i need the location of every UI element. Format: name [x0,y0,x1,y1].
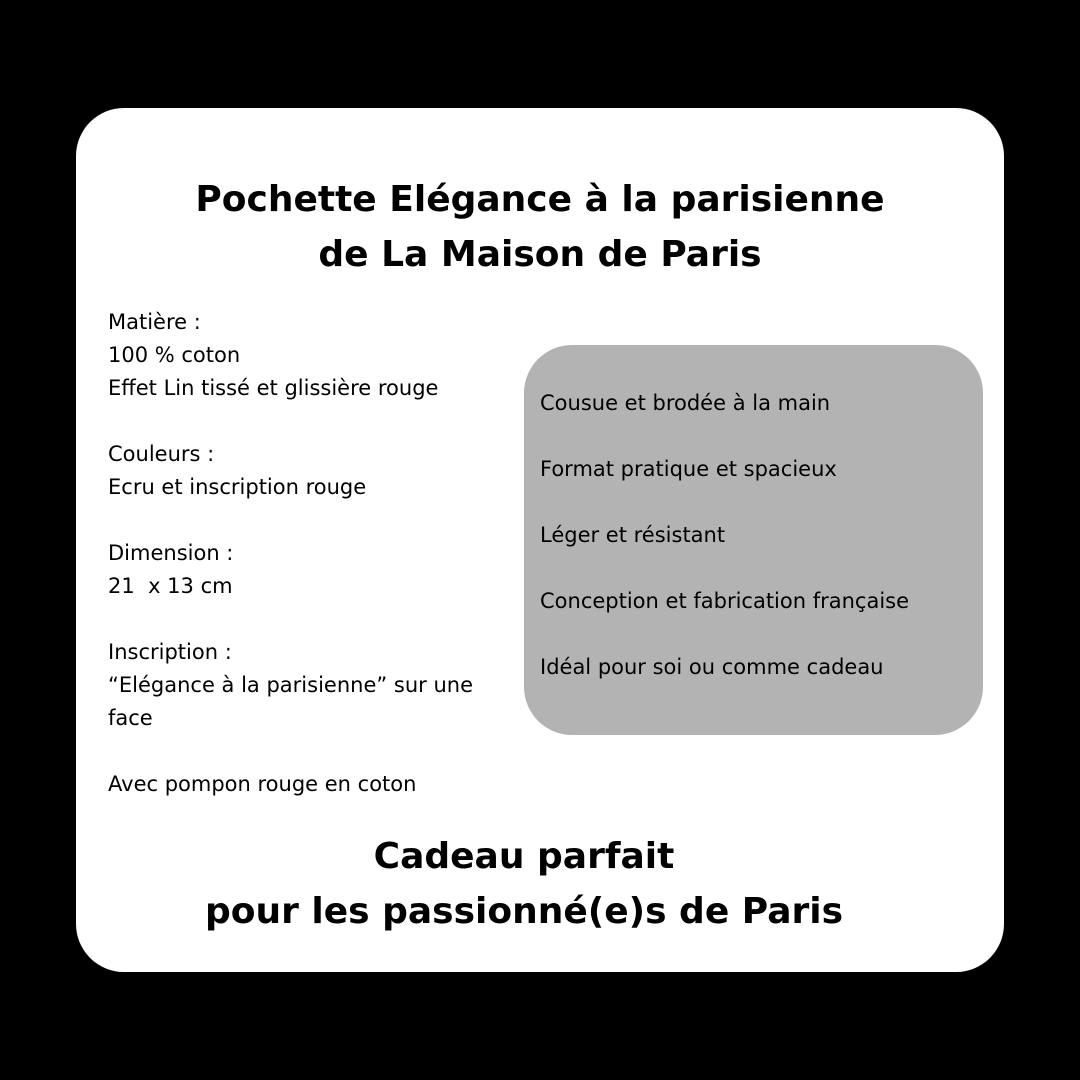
spec-matiere-label: Matière : [108,310,201,334]
footer-line-2: pour les passionné(e)s de Paris [204,891,844,932]
spec-inscription-label: Inscription : [108,640,232,664]
title-line-2: de La Maison de Paris [318,234,762,275]
spec-couleurs-value: Ecru et inscription rouge [108,475,367,499]
spec-dimension [108,537,508,603]
spec-pompon-value: Avec pompon rouge en coton [108,772,417,796]
feature-item: Conception et fabrication française [540,589,910,613]
spec-inscription-value: “Elégance à la parisienne” sur une face [108,673,474,730]
spec-matiere-value-1: 100 % coton [108,343,241,367]
spec-dimension-value: 21 x 13 cm [108,574,233,598]
product-card [76,108,1004,972]
spec-pompon [108,768,508,801]
spec-dimension-label: Dimension : [108,541,234,565]
feature-item: Idéal pour soi ou comme cadeau [540,655,884,679]
spec-matiere [108,306,508,405]
footer-line-1: Cadeau parfait [373,836,675,877]
feature-item: Cousue et brodée à la main [540,391,831,415]
feature-item: Léger et résistant [540,523,726,547]
title-line-1: Pochette Elégance à la parisienne [195,179,885,220]
specs-list [108,306,508,834]
spec-matiere-value-2: Effet Lin tissé et glissière rouge [108,376,439,400]
page-title [76,172,1004,282]
spec-couleurs-label: Couleurs : [108,442,215,466]
feature-item: Format pratique et spacieux [540,457,837,481]
spec-inscription [108,636,508,735]
footer-tagline [76,829,972,939]
spec-couleurs [108,438,508,504]
features-box [524,345,983,735]
